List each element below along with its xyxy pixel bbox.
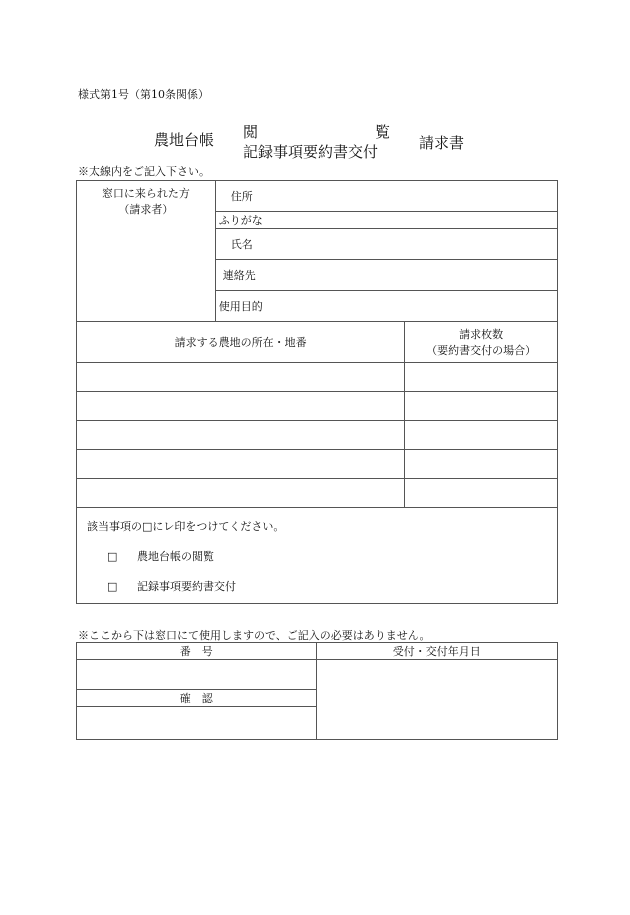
land-location-cell[interactable] bbox=[77, 421, 405, 450]
number-header: 番 号 bbox=[77, 643, 317, 660]
check-item-view[interactable] bbox=[87, 548, 557, 566]
office-use-table bbox=[76, 642, 558, 740]
checklist-instruction: 該当事項の□にレ印をつけてください。 bbox=[87, 520, 285, 533]
check-item-label: 農地台帳の閲覧 bbox=[137, 550, 214, 563]
request-form-table bbox=[76, 180, 558, 604]
land-location-cell[interactable] bbox=[77, 450, 405, 479]
request-count-header-line1: 請求枚数 bbox=[459, 328, 504, 341]
request-count-cell[interactable] bbox=[405, 363, 558, 392]
request-count-cell[interactable] bbox=[405, 392, 558, 421]
request-count-header bbox=[405, 322, 558, 363]
form-number-label: 様式第1号（第10条関係） bbox=[78, 88, 209, 101]
requester-heading-line2: （請求者） bbox=[118, 203, 174, 216]
furigana-label: ふりがな bbox=[218, 214, 263, 227]
title-prefix: 農地台帳 bbox=[154, 131, 215, 149]
requester-heading-line1: 窓口に来られた方 bbox=[101, 187, 190, 200]
contact-label: 連絡先 bbox=[222, 269, 256, 282]
title-suffix: 請求書 bbox=[419, 134, 465, 152]
checkbox-icon[interactable]: □ bbox=[107, 580, 118, 593]
purpose-field[interactable] bbox=[215, 291, 557, 322]
land-location-cell[interactable] bbox=[77, 392, 405, 421]
address-label: 住所 bbox=[230, 190, 253, 203]
office-use-note: ※ここから下は窓口にて使用しますので、ご記入の必要はありません。 bbox=[78, 629, 431, 642]
checkbox-icon[interactable]: □ bbox=[107, 550, 118, 563]
confirm-cell bbox=[77, 707, 317, 740]
fill-instruction-note: ※太線内をご記入下さい。 bbox=[78, 165, 210, 178]
confirm-header: 確 認 bbox=[77, 690, 317, 707]
receipt-date-cell bbox=[316, 660, 558, 740]
address-field[interactable] bbox=[215, 181, 557, 212]
title-option-view-right: 覧 bbox=[375, 123, 391, 141]
land-location-header: 請求する農地の所在・地番 bbox=[77, 322, 405, 363]
title-option-summary: 記録事項要約書交付 bbox=[243, 143, 379, 161]
request-count-cell[interactable] bbox=[405, 450, 558, 479]
request-count-cell[interactable] bbox=[405, 479, 558, 508]
request-count-header-line2: （要約書交付の場合） bbox=[426, 344, 537, 357]
check-item-label: 記録事項要約書交付 bbox=[137, 580, 236, 593]
name-label: 氏名 bbox=[230, 238, 253, 251]
land-location-cell[interactable] bbox=[77, 479, 405, 508]
furigana-field[interactable] bbox=[215, 212, 557, 229]
check-item-summary[interactable] bbox=[87, 578, 557, 596]
land-location-cell[interactable] bbox=[77, 363, 405, 392]
contact-field[interactable] bbox=[215, 260, 557, 291]
title-option-view-left: 閲 bbox=[243, 123, 259, 141]
purpose-label: 使用目的 bbox=[218, 300, 263, 313]
number-cell bbox=[77, 660, 317, 690]
requester-heading bbox=[77, 181, 216, 322]
request-count-cell[interactable] bbox=[405, 421, 558, 450]
name-field[interactable] bbox=[215, 229, 557, 260]
checklist-section bbox=[77, 508, 558, 604]
receipt-date-header: 受付・交付年月日 bbox=[316, 643, 558, 660]
